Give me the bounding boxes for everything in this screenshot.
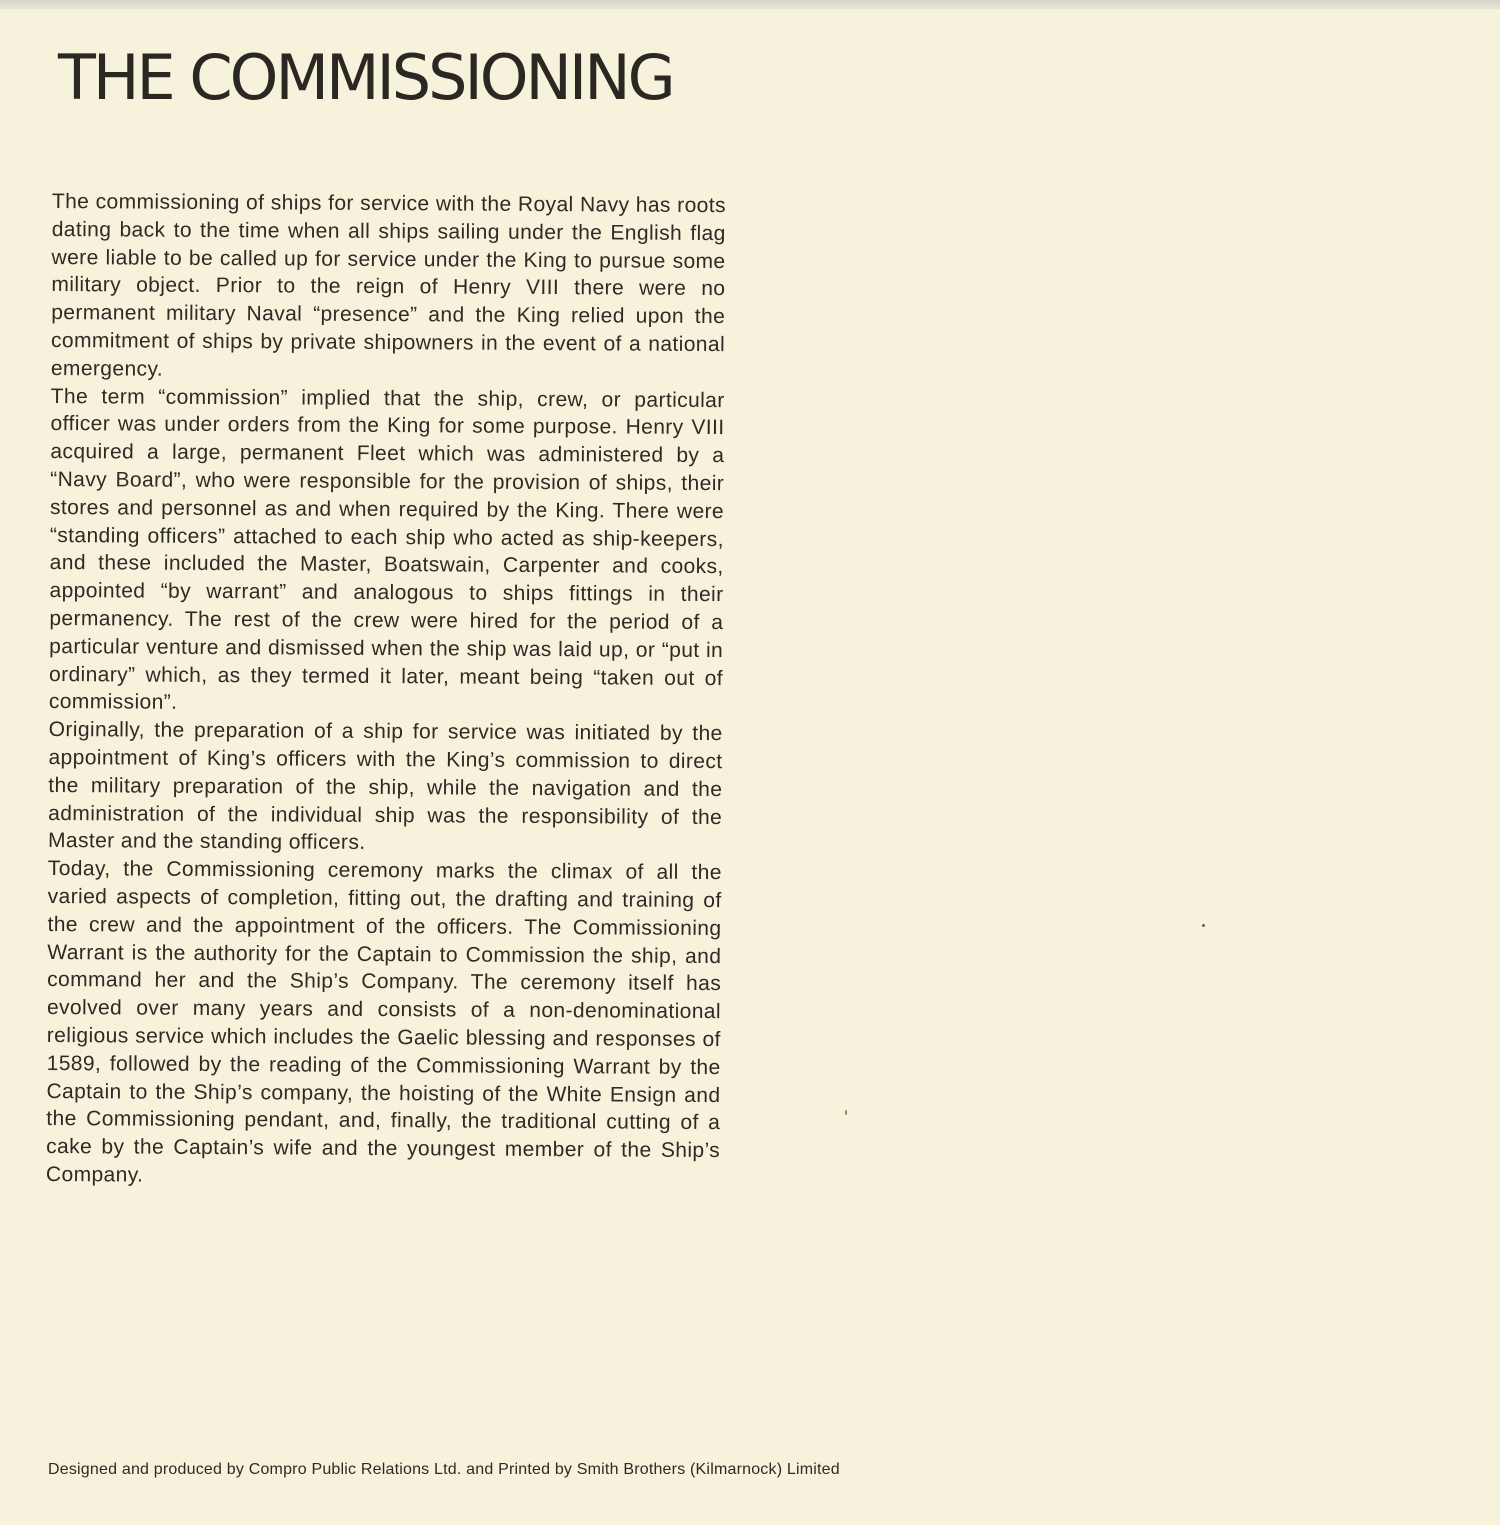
paragraph-origins: The commissioning of ships for service with the Royal Navy has roots dating back to the time when all ships sailing under the English flag were liable to be called up for service under the King to pursue some military object. Prior to the reign of Henry VIII there were no permanent military Naval “presence” and the King relied upon the commitment of ships by private shipowners in the event of a national emergency.: [50, 189, 726, 381]
paper-speck: [845, 1110, 847, 1115]
footer-credits: Designed and produced by Compro Public Relations Ltd. and Printed by Smith Brothers (Kilmarnock) Limited: [48, 1461, 840, 1478]
paragraph-commission-term: The term “commission” implied that the ship, crew, or particular officer was under orders from the King for some purpose. Henry VIII acquired a large, permanent Fleet which was administered by a “Navy Board”, who were responsible for the provision of ships, their stores and personnel as and when required by the King. There were “standing officers” attached to each ship who acted as ship-keepers, and these included the Master, Boatswain, Carpenter and cooks, appointed “by warrant” and analogous to ships fittings in their permanency. The rest of the crew were hired for the period of a particular venture and dismissed when the ship was laid up, or “put in ordinary” which, as they termed it later, meant being “taken out of commission”.: [48, 384, 725, 715]
paragraph-preparation: Originally, the preparation of a ship for service was initiated by the appointment of King’s officers with the King’s commission to direct the military preparation of the ship, while the navigation and the administration of the individual ship was the responsibility of the Master and the standing officers.: [47, 718, 723, 855]
paper-speck: [1202, 924, 1205, 927]
body-text: [46, 188, 726, 1193]
page-top-edge: [0, 0, 1500, 9]
page-title: THE COMMISSIONING: [58, 41, 673, 114]
paragraph-ceremony-today: Today, the Commissioning ceremony marks the climax of all the varied aspects of completion, fitting out, the drafting and training of the crew and the appointment of the officers. The Commissioning Warrant is the authority for the Captain to Commission the ship, and command her and the Ship’s Company. The ceremony itself has evolved over many years and consists of a non-denominational religious service which includes the Gaelic blessing and responses of 1589, followed by the reading of the Commissioning Warrant by the Captain to the Ship’s company, the hoisting of the White Ensign and the Commissioning pendant, and, finally, the traditional cutting of a cake by the Captain’s wife and the youngest member of the Ship’s Company.: [45, 857, 722, 1187]
